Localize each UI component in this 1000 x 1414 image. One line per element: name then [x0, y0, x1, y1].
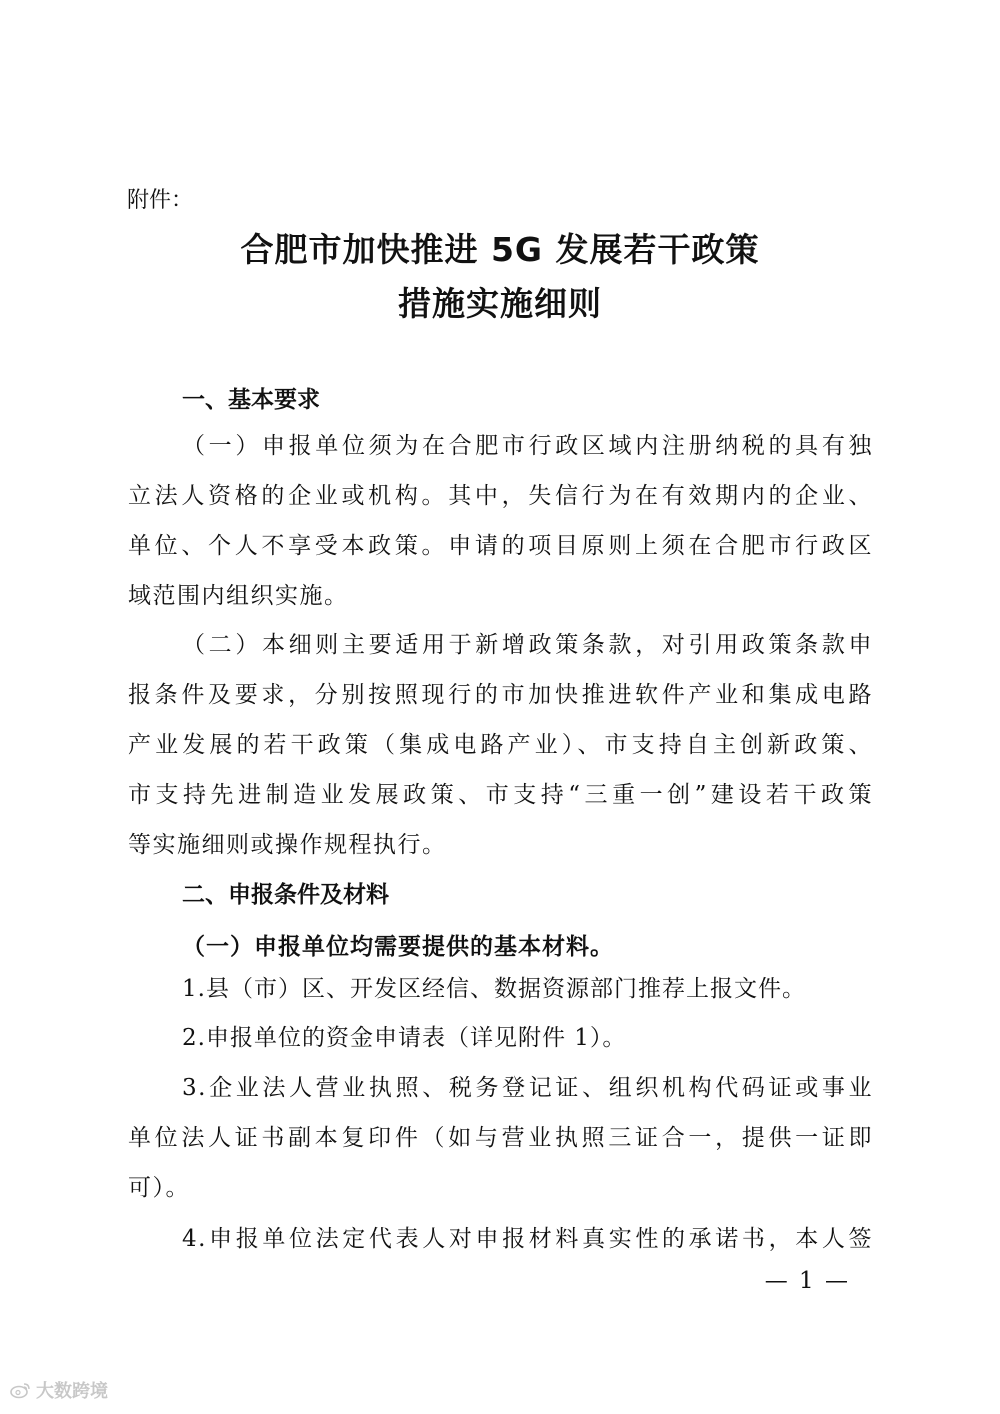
- section2-heading: 二、申报条件及材料: [182, 882, 389, 908]
- text-line: 市支持先进制造业发展政策、市支持“三重一创”建设若干政策: [128, 782, 873, 808]
- section1-paragraph2: [128, 620, 873, 870]
- document-title-line2: 措施实施细则: [398, 284, 602, 323]
- list-item-4: [128, 1214, 873, 1264]
- text-line: 单位法人证书副本复印件（如与营业执照三证合一，提供一证即: [128, 1125, 873, 1151]
- page-number: — 1 —: [764, 1268, 850, 1294]
- watermark: [10, 1377, 108, 1403]
- section2-subheading: （一）申报单位均需要提供的基本材料。: [182, 934, 614, 960]
- section1-paragraph1: [128, 421, 873, 621]
- text-line: 可）。: [128, 1175, 190, 1201]
- text-line: 产业发展的若干政策（集成电路产业）、市支持自主创新政策、: [128, 732, 873, 758]
- text-line: （二）本细则主要适用于新增政策条款，对引用政策条款申: [182, 632, 873, 658]
- text-line: 4.申报单位法定代表人对申报材料真实性的承诺书，本人签: [182, 1226, 873, 1252]
- text-line: 3.企业法人营业执照、税务登记证、组织机构代码证或事业: [182, 1075, 873, 1101]
- text-line: 等实施细则或操作规程执行。: [128, 832, 447, 858]
- text-line: 单位、个人不享受本政策。申请的项目原则上须在合肥市行政区: [128, 533, 873, 559]
- weibo-logo-icon: [10, 1381, 32, 1399]
- text-line: 立法人资格的企业或机构。其中，失信行为在有效期内的企业、: [128, 483, 873, 509]
- document-title-line1: 合肥市加快推进 5G 发展若干政策: [240, 230, 760, 269]
- text-line: 报条件及要求，分别按照现行的市加快推进软件产业和集成电路: [128, 682, 873, 708]
- section1-heading: 一、基本要求: [182, 387, 320, 413]
- attachment-label: 附件：: [127, 188, 194, 213]
- list-item-2: 2.申报单位的资金申请表（详见附件 1）。: [182, 1025, 627, 1051]
- text-line: （一）申报单位须为在合肥市行政区域内注册纳税的具有独: [182, 433, 873, 459]
- watermark-text: 大数跨境: [36, 1381, 108, 1402]
- text-line: 域范围内组织实施。: [128, 583, 349, 609]
- list-item-3: [128, 1063, 873, 1213]
- list-item-1: 1.县（市）区、开发区经信、数据资源部门推荐上报文件。: [182, 976, 806, 1002]
